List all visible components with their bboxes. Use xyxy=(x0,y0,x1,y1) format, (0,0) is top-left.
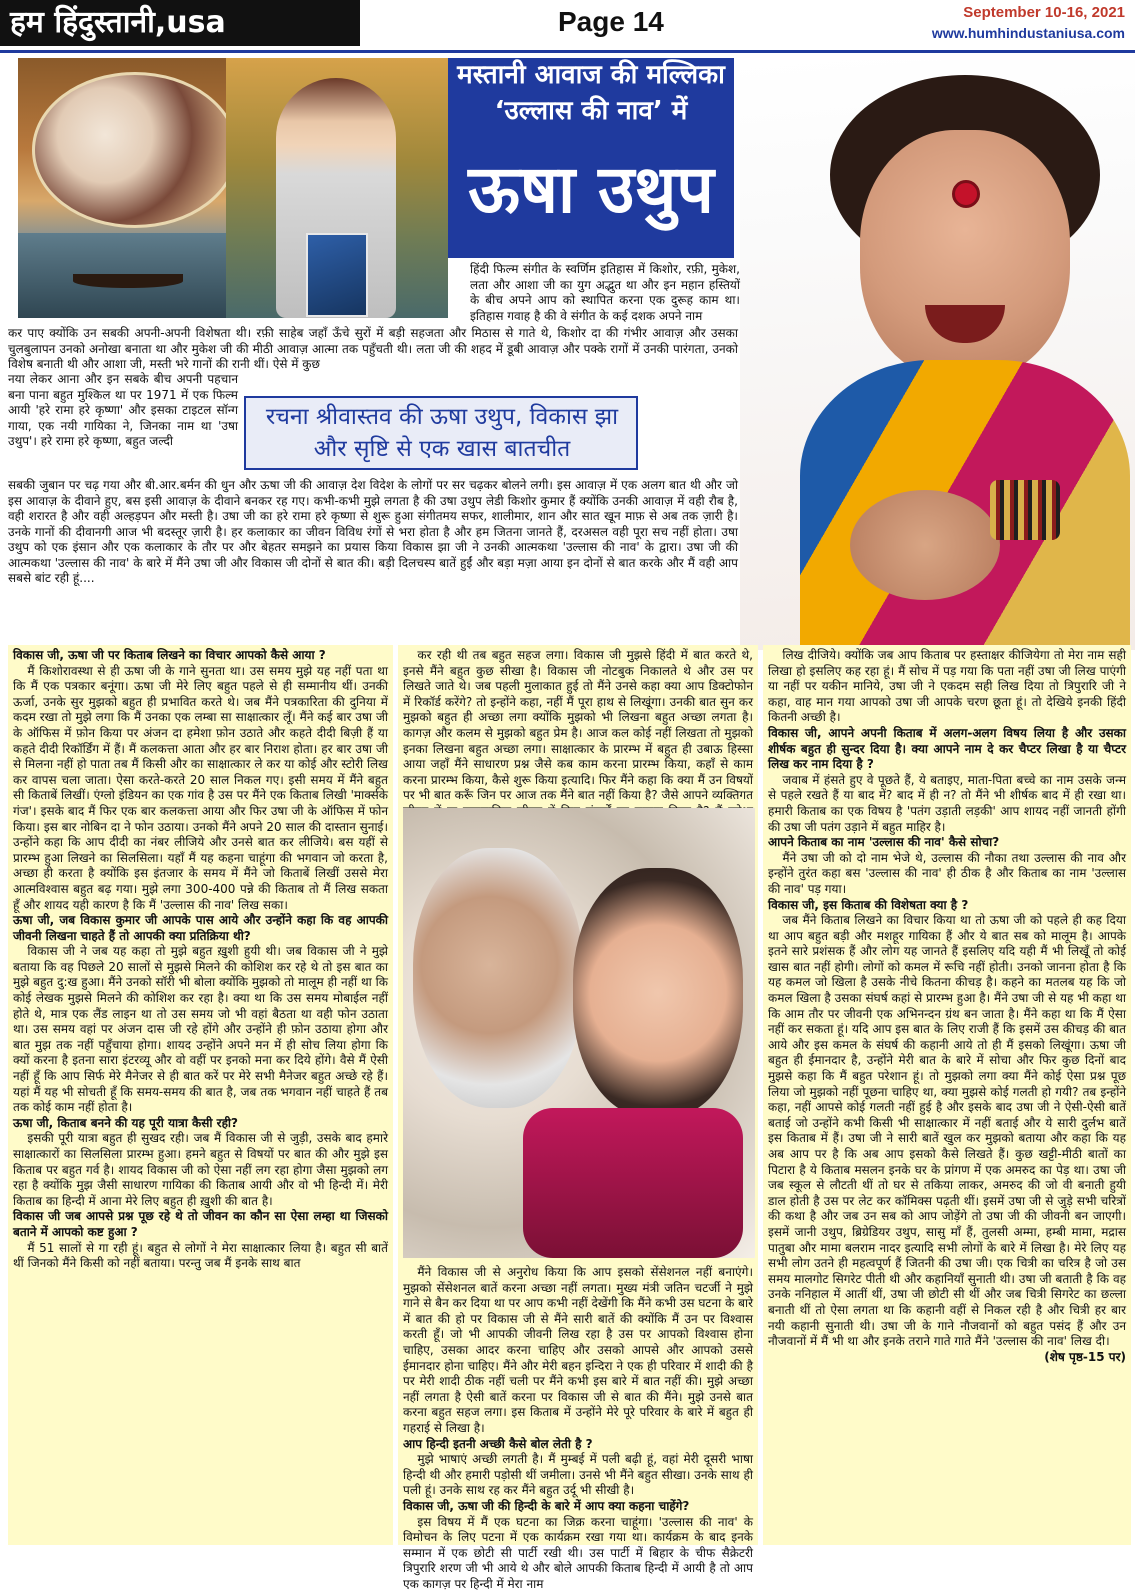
headline-name: ऊषा उथुप xyxy=(448,140,734,240)
question: ऊषा जी, किताब बनने की यह पूरी यात्रा कैसी रही? xyxy=(13,1116,388,1132)
masthead-divider xyxy=(0,50,1135,53)
answer: मैं किशोरावस्था से ही ऊषा जी के गाने सुनता था। उस समय मुझे यह नहीं पता था कि मैं एक पत्रकार बनूंगा। ऊषा जी मेरे लिए बहुत पहले से ही सम्मानीय थीं। उनकी ऊर्जा, उनके सुर मुझको बहुत ही प्रभावित करते थे। जब मैंने पत्रकारिता की दुनिया में कदम रखा तो मुझे लगा कि मैं उनका एक लम्बा सा साक्षात्कार लूँ। मैंने कई बार उषा जी के ऑफिस में फ़ोन किया पर अंजन दा हमेशा फ़ोन उठाते और कहते दीदी बिज़ी हैं या कहते दीदी रिकॉर्डिंग में हैं। मैं कलकत्ता आता और हर बार निराश होता। हर बार उषा जी से मिलना नहीं हो पाता तब मैं किसी और का साक्षात्कार ले कर या कोई और स्टोरी लिख कर वापस चला जाता। ऐसा करते-करते 20 साल निकल गए। इसी समय में मैंने बहुत सी किताबें लिखीं। एंग्लो इंडियन का एक गांव है उस पर मैंने एक किताब लिखी 'मार्क्सके गंज'। इसके बाद मैं फिर एक बार कलकत्ता आया और फिर उषा जी के ऑफिस में फोन किया। इस बार नोबिन दा ने फोन उठाया। उनको मैंने अपने 20 साल की दास्तान सुनाई। उन्होंने कहा कि आप दीदी का नंबर लीजिये और उनसे बात कर लीजिये। बस यहीं से प्रारम्भ हुआ लिखने का सिलसिला। यहाँ मैं यह कहना चाहूंगा की भगवान जो करता है, अच्छा ही करता है क्योंकि इस इंतजार के समय में मैंने जो किताबें लिखीं उससे मेरा आत्मविश्वास बहुत बढ़ गया। मुझे लगा 300-400 पन्ने की किताब तो मैं लिख सकता हूँ और शायद यही कारण है कि मैं 'उल्लास की नाव' लिख सका। xyxy=(13,664,388,914)
answer: इस विषय में मैं एक घटना का जिक्र करना चाहूंगा। 'उल्लास की नाव' के विमोचन के लिए पटना में एक कार्यक्रम रखा गया था। कार्यक्रम के बाद इनके सम्मान में एक छोटी सी पार्टी रखी थी। उस पार्टी में बिहार के चीफ सैक्रेटरी त्रिपुरारि शरण जी भी आये थे और बोले आपकी किताब हिन्दी में आयी है तो आप एक कागज़ पर हिन्दी में मेरा नाम xyxy=(403,1515,753,1592)
intro-paragraph-left: नया लेकर आना और इन सबके बीच अपनी पहचान बना पाना बहुत मुश्किल था पर 1971 में एक फिल्म आयी 'हरे रामा हरे कृष्णा' और इसका टाइटल सॉन्ग गाया, एक नयी गायिका ने, जिनका नाम था 'उषा उथुप'। हरे रामा हरे कृष्णा, बहुत जल्दी xyxy=(8,372,238,476)
newspaper-brand: हम हिंदुस्तानी,usa xyxy=(0,0,360,46)
photo-usha-with-book xyxy=(226,58,448,318)
answer: मैंने उषा जी को दो नाम भेजे थे, उल्लास की नौका तथा उल्लास की नाव और इन्होंने तुरंत कहा बस 'उल्लास की नाव' ही ठीक है और किताब का नाम 'उल्लास की नाव' पड़ गया। xyxy=(768,851,1126,898)
question: विकास जी, आपने अपनी किताब में अलग-अलग विषय लिया है और उसका शीर्षक बहुत ही सुन्दर दिया है। क्या आपने नाम दे कर चैप्टर लिखा है या चैप्टर लिख कर नाम दिया है ? xyxy=(768,726,1126,773)
answer: इसकी पूरी यात्रा बहुत ही सुखद रही। जब मैं विकास जी से जुड़ी, उसके बाद हमारे साक्षात्कारों का सिलसिला प्रारम्भ हुआ। हमने बहुत से विषयों पर बात की और मुझे इस किताब पर बहुत गर्व है। शायद विकास जी को ऐसा नहीं लग रहा होगा जैसा मुझको लग रहा है क्योंकि मुझ जैसी साधारण गायिका की किताब आयी और वो भी हिन्दी में। मेरी किताब का हिन्दी में आना मेरे लिए बहुत ही ख़ुशी की बात है। xyxy=(13,1131,388,1209)
answer: मुझे भाषाएं अच्छी लगती है। मैं मुम्बई में पली बढ़ी हूं, वहां मेरी दूसरी भाषा हिन्दी थी और हमारी पड़ोसी थीं जमीला। उनसे भी मैंने बहुत सीखा। उनके साथ ही पली हूं। उनके साथ रह कर मैंने बहुत उर्दू भी सीखी है। xyxy=(403,1452,753,1499)
photo-usha-with-interviewer xyxy=(403,808,755,1258)
question: आप हिन्दी इतनी अच्छी कैसे बोल लेती है ? xyxy=(403,1437,753,1453)
answer: जब मैंने किताब लिखने का विचार किया था तो ऊषा जी को पहले ही कह दिया था आप बहुत बड़ी और मशहूर गायिका हैं और ये बात सब को मालूम है। आपके इतने सारे प्रशंसक हैं और लोग यह जानते हैं इसलिए यदि यही मैं भी लिखूँ तो कोई खास बात नहीं होगी। लोगों को कमल में रूचि नहीं होती। उनको जानना होता है कि यह कमल जो खिला है उसके नीचे कितना कीचड़ है। कहने का मतलब यह कि जो कमल खिला है उसका संघर्ष कहां से प्रारम्भ हुआ है। मैंने उषा जी से यह भी कहा था कि आम तौर पर जीवनी एक अभिनन्दन ग्रंथ बन जाता है। मैंने कहा था कि मैं ऐसा नहीं कर सकता हूं। यदि आप इस बात के लिए राजी हैं कि इसमें उस कीचड़ की बात आये और इस कमल के संघर्ष की कहानी आये तो ही मैं इसको लिखूंगा। ऊषा जी बहुत ही ईमानदार है, उन्होंने मेरी बात के बारे में सोचा और फिर कुछ दिनों बाद मुझसे कहा कि मैं बहुत परेशान हूं। तो मुझको लगा क्या मैंने कोई ऐसा प्रश्न पूछ लिया जो मुझको नहीं पूछना चाहिए था, क्या मुझसे कोई गलती हो गयी? तब इन्होंने कहा, नहीं आपसे कोई गलती नहीं हुई है और इसके बाद उषा जी ने ऐसी-ऐसी बातें बताई जो उन्होंने कभी किसी भी साक्षात्कार में नहीं बताई और ये सारी दुर्लभ बातें इस किताब में हैं। उषा जी ने सारी बातें खुल कर मुझको बताया और कहा कि यह अब आप पर है कि अब आप इसको कैसे लिखते हैं। कुछ खट्टी-मीठी बातों का पिटारा है ये किताब मसलन इनके घर के प्रांगण में एक अमरुद का पेड़ था। उषा जी जब स्कूल से लौटती थीं तो घर से तकिया लाकर, अमरुद की जो वी बनाती हुयी डाल होती है उस पर लेट कर कॉमिक्स पढ़ती थीं। इसमें उषा जी से जुड़े सभी चरित्रों की कथा है और जब उन सब को आप जोड़ेंगे तो उषा जी की जीवनी बन जाएगी। इसमें जानी उथुप, ब्रिग्रेडियर उथुप, सासु माँ हैं, तुलसी अम्मा, हम्बी मामा, मद्रास पातुबा और मामा बलराम नादर इत्यादि सभी लोगों के बारे में लिखा है। मेरे लिए यह सभी लोग उतने ही महत्वपूर्ण हैं जितनी की उषा जी। एक चित्री का चरित्र है जो उस समय मालगोट सिगरेट पीती थी और कहानियाँ सुनाती थी। उषा जी बताती है कि वह उनके ननिहाल में आतीं थीं, उषा जी छोटी सी थीं और जब चित्री सिगरेट का छल्ला बनाती थीं तो ऐसा लगता था कि कहानी वहीं से निकल रही है और चित्री हर बार नयी कहानी सुनाती थी। उषा जी के गाने नौजवानों को बहुत पसंद हैं और उन नौजवानों में मैं भी था और इनके तराने गाते गाते मैंने 'उल्लास की नाव' लिख दी। xyxy=(768,913,1126,1350)
question: विकास जी, इस किताब की विशेषता क्या है ? xyxy=(768,898,1126,914)
website-link[interactable]: www.humhindustaniusa.com xyxy=(932,25,1125,41)
answer: जवाब में हंसते हुए वे पूछते हैं, ये बताइए, माता-पिता बच्चे का नाम उसके जन्म से पहले रखते हैं या बाद में? बाद में ही न? तो मैंने भी शीर्षक बाद में ही रखा था। हमारी किताब का एक विषय है 'पतंग उड़ाती लड़की' आप शायद नहीं जानती होंगी की उषा जी पतंग उड़ाने में बहुत माहिर है। xyxy=(768,773,1126,835)
photo-usha-portrait xyxy=(740,60,1135,650)
column-3-text xyxy=(763,645,1131,1545)
question: ऊषा जी, जब विकास कुमार जी आपके पास आये और उन्होंने कहा कि वह आपकी जीवनी लिखना चाहते हैं तो आपकी क्या प्रतिक्रिया थी? xyxy=(13,913,388,944)
column-2-text-bottom xyxy=(398,1262,758,1545)
continued-on-page: (शेष पृष्ठ-15 पर) xyxy=(768,1350,1126,1366)
subheadline: रचना श्रीवास्तव की ऊषा उथुप, विकास झा और सृष्टि से एक खास बातचीत xyxy=(252,401,632,465)
headline-kicker-2: ‘उल्लास की नाव’ में xyxy=(448,94,734,128)
intro-paragraph-bottom: सबकी जुबान पर चढ़ गया और बी.आर.बर्मन की धुन और ऊषा जी की आवाज़ देश विदेश के लोगों पर सर चढ़कर बोलने लगी। इस आवाज़ में एक अलग बात थी और जो इस आवाज़ के दीवाने हुए, बस इसी आवाज़ के दीवाने बनकर रह गए। कभी-कभी मुझे लगता है की उषा उथुप लेडी किशोर कुमार हैं क्योंकि उनकी आवाज़ में वही रौब है, वही शरारत है और वही अल्हड़पन और मस्ती है। उषा जी का हरे रामा हरे कृष्णा से शुरू हुआ संगीतमय सफर, शालीमार, शान और सात खून माफ़ से अब तक ज़ारी है। उनके गानों की दीवानगी आज भी बदस्तूर ज़ारी है। हर कलाकार का जीवन विविध रंगों से भरा होता है और हम जितना जानते हैं, दरअसल वही पूरा सच नहीं होता। उषा उथुप को एक इंसान और एक कलाकार के तौर पर और बेहतर समझने का प्रयास किया विकास झा जी ने उनकी आत्मकथा 'उल्लास की नाव' के द्वारा। उषा जी की आत्मकथा 'उल्लास की नाव' के बारे में मैंने उषा जी और विकास जी दोनों से बात की। बड़ी दिलचस्प बातें हुईं और बड़ा मज़ा आया इन दोनों से बात करके और मैं वही आप सबसे बांट रही हूं.... xyxy=(8,478,738,634)
issue-date: September 10-16, 2021 xyxy=(963,4,1125,21)
headline-kicker-1: मस्तानी आवाज की मल्लिका xyxy=(448,58,734,92)
photo-couple-on-lake xyxy=(18,58,248,318)
question: विकास जी, ऊषा जी पर किताब लिखने का विचार आपको कैसे आया ? xyxy=(13,648,388,664)
page-number: Page 14 xyxy=(558,6,664,38)
answer: विकास जी ने जब यह कहा तो मुझे बहुत ख़ुशी हुयी थी। जब विकास जी ने मुझे बताया कि वह पिछले 20 सालों से मुझसे मिलने की कोशिश कर रहे थे तो इस बात का मुझे बहुत दु:ख हुआ। मैंने उनको सॉरी भी बोला क्योंकि मुझको तो मालूम ही नहीं था कि कोई लेखक मुझसे मिलने की कोशिश कर रहा है। क्या था कि उस समय मोबाईल नहीं होते थे, मात्र एक लैंड लाइन था तो उस समय जो भी वहां बैठता था वही फोन उठाता था। उस समय वहां पर अंजन दास जी रहे होंगे और उन्होंने ही फ़ोन उठाया होगा और बात मुझ तक नहीं पहुँचाया होगा। शायद उन्होंने अपने मन में ही सोच लिया होगा कि क्यों करना है इतना सारा इंटरव्यू और वो वहीं पर इनको मना कर दिये होंगे। वैसे मैं ऐसी नहीं हूँ कि आप सिर्फ मेरे मैनेजर से ही बात करें पर मेरे सभी मैनेजर बहुत अच्छे रहे हैं। यहां मैं यह भी सोचती हूँ कि समय-समय की बात है, जब तक भगवान नहीं चाहते हैं तब तक कोई काम नहीं होता है। xyxy=(13,944,388,1116)
book-cover-image xyxy=(306,233,368,317)
answer: लिख दीजिये। क्योंकि जब आप किताब पर हस्ताक्षर कीजियेगा तो मेरा नाम सही लिखा हो इसलिए कह रहा हूं। मैं सोच में पड़ गया कि पता नहीं उषा जी लिख पाएंगी या नहीं पर यकीन मानिये, उषा जी ने एकदम सही लिख दिया तो त्रिपुरारि जी ने कहा, वाह मान गया आपको उषा जी आपके चरण छूता हूं। तो देखिये इनकी हिंदी कितनी अच्छी है। xyxy=(768,648,1126,726)
answer: कर रही थी तब बहुत सहज लगा। विकास जी मुझसे हिंदी में बात करते थे, इनसे मैंने बहुत कुछ सीखा है। विकास जी नोटबुक निकालते थे और उस पर लिखते जाते थे। जब पहली मुलाकात हुई तो मैंने उनसे कहा क्या आप डिक्टोफोन में रिकॉर्ड करेंगे? तो इन्होंने कहा, नहीं मैं पूरा हाथ से लिखूंगा। उनकी बात सुन कर मुझको बहुत ही अच्छा लगा क्योंकि मुझको भी लिखना बहुत अच्छा लगता है। कागज़ और कलम से मुझको बहुत प्रेम है। आज कल कोई नहीं लिखता तो मुझको इनका लिखना बहुत अच्छा लगा। साक्षात्कार के प्रारम्भ में बहुत ही उबाऊ हिस्सा आया जहाँ मैंने साधारण प्रश्न जैसे कब काम करना प्रारम्भ किया, कहाँ से काम करना प्रारम्भ किया, कैसे शुरू किया इत्यादि। फिर मैंने कहा कि क्या मैं उन विषयों पर भी बात करूँ जिन पर आज तक मैंने बात नहीं किया है? जैसे आपने व्यक्तिगत xyxy=(403,648,753,929)
column-2-text-top xyxy=(398,645,758,808)
answer: मैं 51 सालों से गा रही हूं। बहुत से लोगों ने मेरा साक्षात्कार लिया है। बहुत सी बातें थीं जिनको मैंने किसी को नहीं बताया। परन्तु जब मैं इनके साथ बात xyxy=(13,1241,388,1272)
question: विकास जी, ऊषा जी की हिन्दी के बारे में आप क्या कहना चाहेंगे? xyxy=(403,1499,753,1515)
column-1-text xyxy=(8,645,393,1545)
question: विकास जी जब आपसे प्रश्न पूछ रहे थे तो जीवन का कौन सा ऐसा लम्हा था जिसको बताने में आपको कष्ट हुआ ? xyxy=(13,1209,388,1240)
intro-paragraph-wide: कर पाए क्योंकि उन सबकी अपनी-अपनी विशेषता थी। रफ़ी साहेब जहाँ ऊँचे सुरों में बड़ी सहजता और मिठास से गाते थे, किशोर दा की गंभीर आवाज़ और उसका चुलबुलापन उनको अनोखा बनाता था और मुकेश जी की मीठी आवाज़ आत्मा तक पहुँचती थी। लता जी की शहद में डूबी आवाज़ और पक्के रागों में उनकी पारंगता, उनको विशेष बनाती थी और आशा जी, मस्ती भरे गानों की रानी थीं। ऐसे में कुछ xyxy=(8,326,738,372)
question: आपने किताब का नाम 'उल्लास की नाव' कैसे सोचा? xyxy=(768,835,1126,851)
answer: मैंने विकास जी से अनुरोध किया कि आप इसको सेंसेशनल नहीं बनाएंगे। मुझको सेंसेशनल बातें करना अच्छा नहीं लगता। मुख्य मंत्री जतिन चटर्जी ने मुझे गाने से बैन कर दिया था पर आप कभी नहीं देखेंगी कि मैंने कभी उस घटना के बारे में बात की हो पर विकास जी से मैंने सारी बातें की क्योंकि मैं उन पर विश्वास करती हूँ। जो भी आपकी जीवनी लिख रहा है उस पर आपको विश्वास होना चाहिए, उसका आदर करना चाहिए और उसको आपसे और आपको उससे ईमानदार होना चाहिए। मैंने और मेरी बहन इन्दिरा ने एक ही परिवार में शादी की है पर मेरी शादी ठीक नहीं चली पर मैंने कभी इस बारे में बात नहीं की। मुझे अच्छा नहीं लगता है ऐसी बातें करना पर विकास जी से बात की मैंने। मुझे उनसे बात करना बहुत सहज लगा। इस किताब में उन्होंने मेरे पूरे परिवार के बारे में बहुत ही गहराई से लिखा है। xyxy=(403,1265,753,1437)
intro-paragraph-top: हिंदी फिल्म संगीत के स्वर्णिम इतिहास में किशोर, रफ़ी, मुकेश, लता और आशा जी का युग अद्भुत था और इन महान हस्तियों के बीच अपने आप को स्थापित करना एक दुरूह काम था। इतिहास गवाह है की वे संगीत के कई दशक अपने नाम xyxy=(470,262,740,326)
